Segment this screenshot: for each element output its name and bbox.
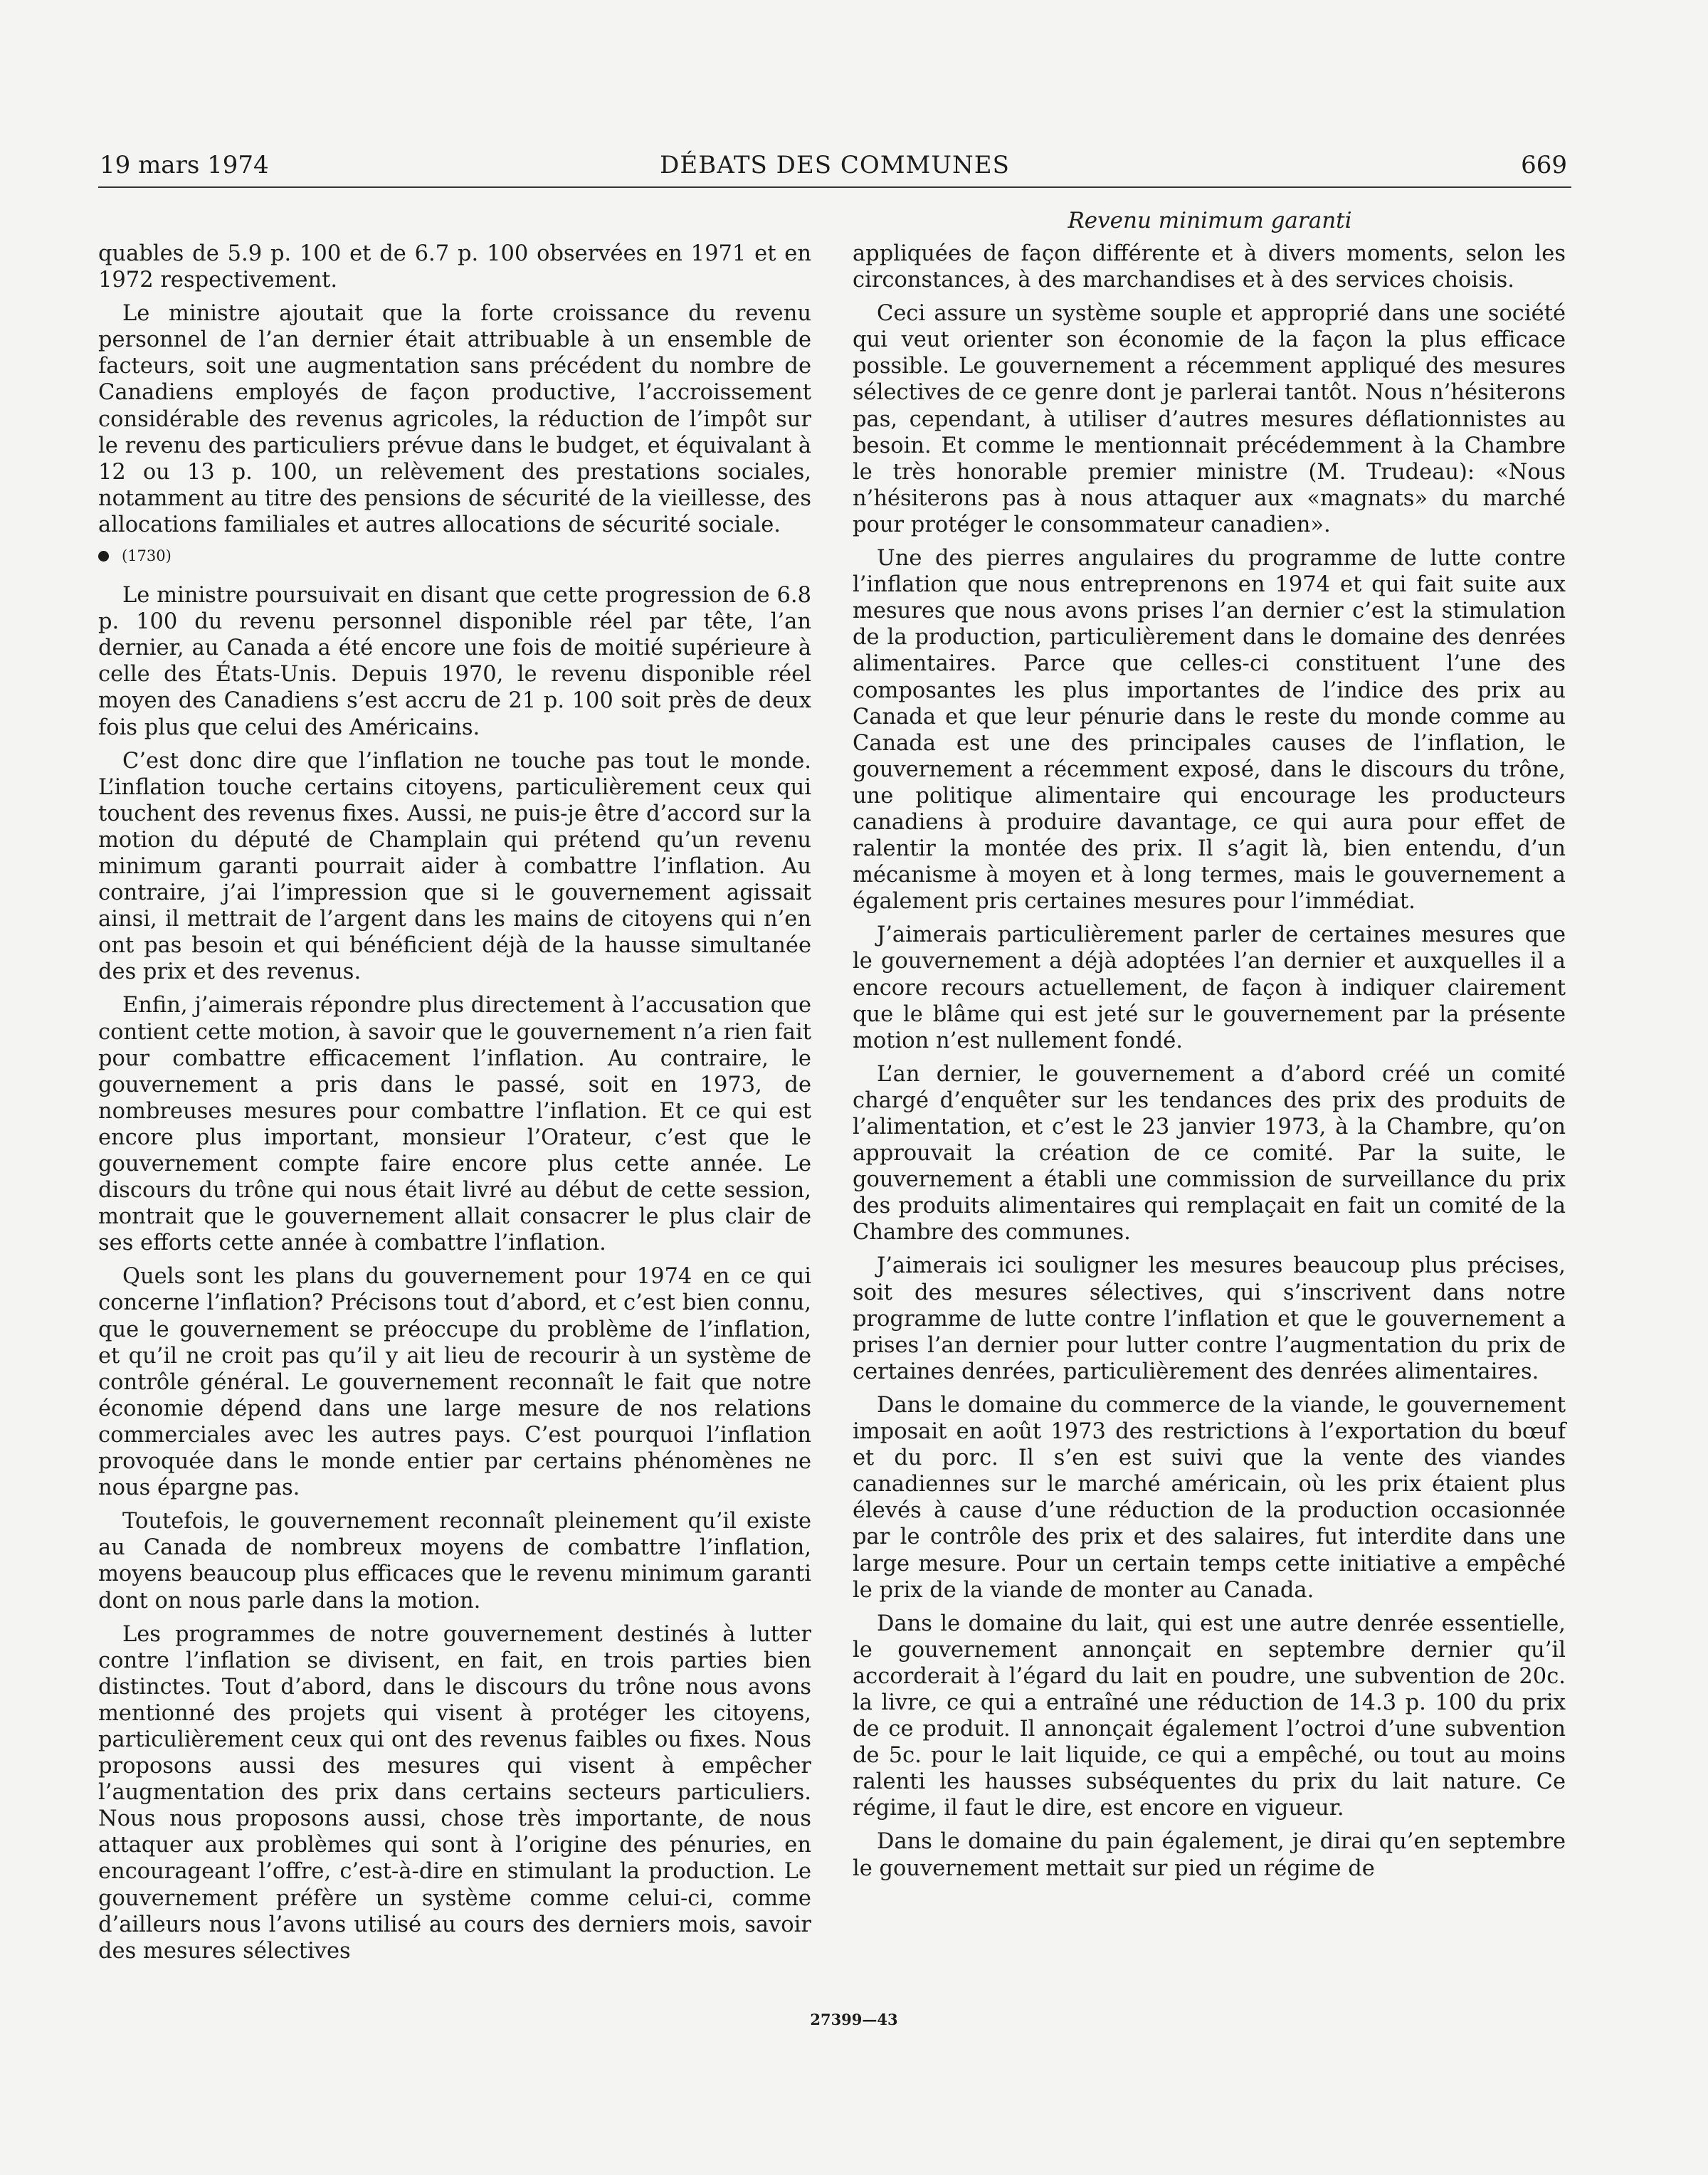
- paragraph: J’aimerais ici souligner les mesures beaucoup plus précises, soit des mesures sélectives, qui s’inscrivent dans notre programme de lutte contre l’inflation et que le gouvernement a prises l’an dernier pour lutter contre l’augmentation du prix de certaines denrées, particulièrement des denrées alimentaires.: [853, 1253, 1566, 1384]
- paragraph: J’aimerais particulièrement parler de certaines mesures que le gouvernement a déjà adoptées l’an dernier et auxquelles il a encore recours actuellement, de façon à indiquer clairement que le blâme qui est jeté sur le gouvernement par la présente motion n’est nullement fondé.: [853, 922, 1566, 1053]
- running-head: Revenu minimum garanti: [1068, 208, 1352, 233]
- paragraph: Quels sont les plans du gouvernement pour 1974 en ce qui concerne l’inflation? Précisons tout d’abord, et c’est bien connu, que le gouvernement se préoccupe du problème de l’inflation, et qu’il ne croit pas qu’il y ait lieu de recourir à un système de contrôle général. Le gouvernement reconnaît le fait que notre économie dépend dans une large mesure de nos relations commerciales avec les autres pays. C’est pourquoi l’inflation provoquée dans le monde entier par certains phénomènes ne nous épargne pas.: [98, 1264, 811, 1501]
- paragraph: Dans le domaine du commerce de la viande, le gouvernement imposait en août 1973 des restrictions à l’exportation du bœuf et du porc. Il s’en est suivi que la vente des viandes canadiennes sur le marché américain, où les prix étaient plus élevés à cause d’une réduction de la production occasionnée par le contrôle des prix et des salaires, fut interdite dans une large mesure. Pour un certain temps cette initiative a empêché le prix de la viande de monter au Canada.: [853, 1392, 1566, 1603]
- left-column: [98, 241, 811, 1971]
- paragraph: C’est donc dire que l’inflation ne touche pas tout le monde. L’inflation touche certains citoyens, particulièrement ceux qui touchent des revenus fixes. Aussi, ne puis-je être d’accord sur la motion du député de Champlain qui prétend qu’un revenu minimum garanti pourrait aider à combattre l’inflation. Au contraire, j’ai l’impression que si le gouvernement agissait ainsi, il mettrait de l’argent dans les mains de citoyens qui n’en ont pas besoin et qui bénéficient déjà de la hausse simultanée des prix et des revenus.: [98, 748, 811, 985]
- paragraph: Enfin, j’aimerais répondre plus directement à l’accusation que contient cette motion, à savoir que le gouvernement n’a rien fait pour combattre efficacement l’inflation. Au contraire, le gouvernement a pris dans le passé, soit en 1973, de nombreuses mesures pour combattre l’inflation. Et ce qui est encore plus important, monsieur l’Orateur, c’est que le gouvernement compte faire encore plus cette année. Le discours du trône qui nous était livré au début de cette session, montrait que le gouvernement allait consacrer le plus clair de ses efforts cette année à combattre l’inflation.: [98, 993, 811, 1256]
- bullet-icon: [98, 551, 109, 562]
- page-header: [98, 149, 1571, 188]
- paragraph: Toutefois, le gouvernement reconnaît pleinement qu’il existe au Canada de nombreux moyens de combattre l’inflation, moyens beaucoup plus efficaces que le revenu minimum garanti dont on nous parle dans la motion.: [98, 1509, 811, 1613]
- paragraph: L’an dernier, le gouvernement a d’abord créé un comité chargé d’enquêter sur les tendances des prix des produits de l’alimentation, et c’est le 23 janvier 1973, à la Chambre, qu’on approuvait la création de ce comité. Par la suite, le gouvernement a établi une commission de surveillance du prix des produits alimentaires qui remplaçait en fait un comité de la Chambre des communes.: [853, 1061, 1566, 1246]
- paragraph: Le ministre poursuivait en disant que cette progression de 6.8 p. 100 du revenu personnel disponible réel par tête, l’an dernier, au Canada a été encore une fois de moitié supérieure à celle des États-Unis. Depuis 1970, le revenu disponible réel moyen des Canadiens s’est accru de 21 p. 100 soit près de deux fois plus que celui des Américains.: [98, 583, 811, 740]
- time-marker: [98, 545, 811, 567]
- paragraph: Le ministre ajoutait que la forte croissance du revenu personnel de l’an dernier était attribuable à un ensemble de facteurs, soit une augmentation sans précédent du nombre de Canadiens employés de façon productive, l’accroissement considérable des revenus agricoles, la réduction de l’impôt sur le revenu des particuliers prévue dans le budget, et équivalant à 12 ou 13 p. 100, un relèvement des prestations sociales, notamment au titre des pensions de sécurité de la vieillesse, des allocations familiales et autres allocations de sécurité sociale.: [98, 301, 811, 537]
- right-column: [853, 241, 1566, 1889]
- paragraph: appliquées de façon différente et à divers moments, selon les circonstances, à des marchandises et à des services choisis.: [853, 241, 1566, 293]
- header-date: 19 mars 1974: [100, 151, 269, 179]
- page-footer: 27399—43: [810, 2011, 898, 2028]
- paragraph: quables de 5.9 p. 100 et de 6.7 p. 100 observées en 1971 et en 1972 respectivement.: [98, 241, 811, 293]
- header-title: DÉBATS DES COMMUNES: [660, 151, 1010, 179]
- paragraph: Dans le domaine du pain également, je dirai qu’en septembre le gouvernement mettait sur pied un régime de: [853, 1829, 1566, 1881]
- paragraph: Ceci assure un système souple et approprié dans une société qui veut orienter son économie de la façon la plus efficace possible. Le gouvernement a récemment appliqué des mesures sélectives de ce genre dont je parlerai tantôt. Nous n’hésiterons pas, cependant, à utiliser d’autres mesures déflationnistes au besoin. Et comme le mentionnait précédemment à la Chambre le très honorable premier ministre (M. Trudeau): «Nous n’hésiterons pas à nous attaquer aux «magnats» du marché pour protéger le consommateur canadien».: [853, 301, 1566, 537]
- paragraph: Les programmes de notre gouvernement destinés à lutter contre l’inflation se divisent, en fait, en trois parties bien distinctes. Tout d’abord, dans le discours du trône nous avons mentionné des projets qui visent à protéger les citoyens, particulièrement ceux qui ont des revenus faibles ou fixes. Nous proposons aussi des mesures qui visent à empêcher l’augmentation des prix dans certains secteurs particuliers. Nous nous proposons aussi, chose très importante, de nous attaquer aux problèmes qui sont à l’origine des pénuries, en encourageant l’offre, c’est-à-dire en stimulant la production. Le gouvernement préfère un système comme celui-ci, comme d’ailleurs nous l’avons utilisé au cours des derniers mois, savoir des mesures sélectives: [98, 1621, 811, 1964]
- paragraph: Une des pierres angulaires du programme de lutte contre l’inflation que nous entreprenons en 1974 et qui fait suite aux mesures que nous avons prises l’an dernier c’est la stimulation de la production, particulièrement dans le domaine des denrées alimentaires. Parce que celles-ci constituent l’une des composantes les plus importantes de l’indice des prix au Canada et que leur pénurie dans le reste du monde comme au Canada est une des principales causes de l’inflation, le gouvernement a récemment exposé, dans le discours du trône, une politique alimentaire qui encourage les producteurs canadiens à produire davantage, ce qui aura pour effet de ralentir la montée des prix. Il s’agit là, bien entendu, d’un mécanisme à moyen et à long termes, mais le gouvernement a également pris certaines mesures pour l’immédiat.: [853, 546, 1566, 915]
- time-marker-text: (1730): [122, 547, 172, 565]
- paragraph: Dans le domaine du lait, qui est une autre denrée essentielle, le gouvernement annonçait en septembre dernier qu’il accorderait à l’égard du lait en poudre, une subvention de 20c. la livre, ce qui a entraîné une réduction de 14.3 p. 100 du prix de ce produit. Il annonçait également l’octroi d’une subvention de 5c. pour le lait liquide, ce qui a empêché, ou tout au moins ralenti les hausses subséquentes du prix du lait nature. Ce régime, il faut le dire, est encore en vigueur.: [853, 1611, 1566, 1821]
- header-page-number: 669: [1521, 151, 1567, 179]
